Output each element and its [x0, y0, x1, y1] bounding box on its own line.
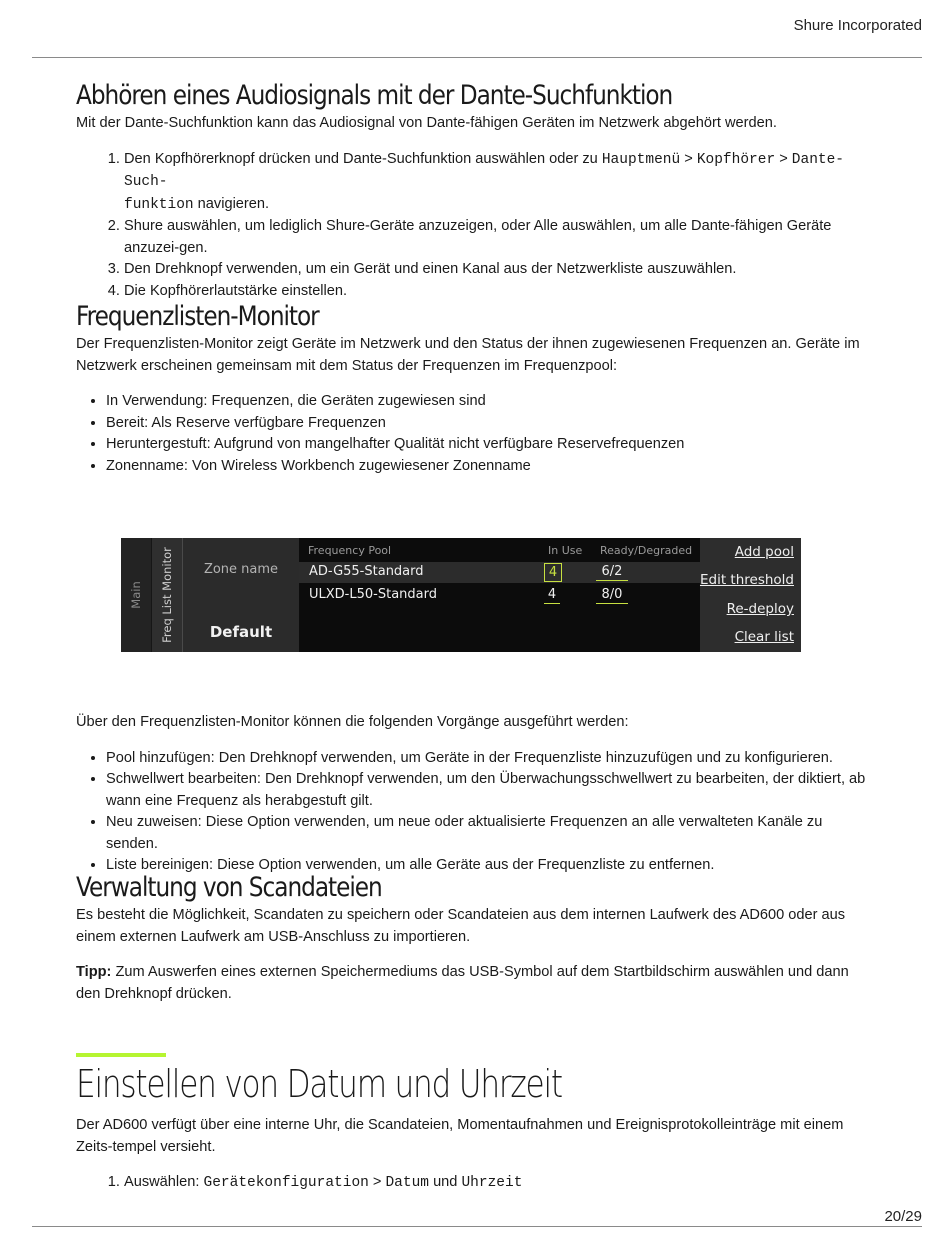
add-pool-button[interactable]: Add pool: [734, 544, 794, 560]
zone-value: Default: [209, 623, 273, 641]
section-title: Abhören eines Audiosignals mit der Dante-Suchfunktion: [76, 80, 673, 111]
list-item: • Zonenname: Von Wireless Workbench zugewiesener Zonenname: [106, 456, 876, 478]
chapter-title: Einstellen von Datum und Uhrzeit: [76, 1062, 562, 1106]
tab-freq-label: Freq List Monitor: [160, 547, 174, 643]
status-list: [76, 391, 876, 477]
page-number: 20/29: [884, 1208, 922, 1225]
header-company: Shure Incorporated: [793, 17, 922, 34]
list-item: • Schwellwert bearbeiten: Den Drehknopf verwenden, um den Überwachungsschwellwert zu bearbeiten, der diktiert, ab wann eine Frequenz als herabgestuft gilt.: [106, 769, 876, 812]
step-text: Den Kopfhörerknopf drücken und Dante-Suchfunktion auswählen oder zu: [124, 150, 602, 167]
section-intro: Mit der Dante-Suchfunktion kann das Audiosignal von Dante-fähigen Geräten im Netzwerk abgehört werden.: [76, 115, 777, 131]
step-text: navigieren.: [193, 195, 270, 212]
section-scan-files: [76, 872, 876, 1005]
list-item: • Heruntergestuft: Aufgrund von mangelhafter Qualität nicht verfügbare Reservefrequenzen: [106, 434, 876, 456]
column-header-pool: Frequency Pool: [308, 544, 392, 557]
steps-list: [76, 149, 876, 303]
ops-list: [76, 748, 876, 877]
zone-label: Zone name: [203, 562, 279, 577]
list-item: • In Verwendung: Frequenzen, die Geräten zugewiesen sind: [106, 391, 876, 413]
section-intro: Der Frequenzlisten-Monitor zeigt Geräte im Netzwerk und den Status der ihnen zugewiesenen Frequenzen an. Geräte im Netzwerk erscheinen gemeinsam mit dem Status der Frequenzen im Frequenzpool:: [76, 336, 860, 374]
zone-panel: [183, 538, 299, 652]
menu-path-word: und: [433, 1174, 458, 1190]
list-item: [124, 1172, 876, 1195]
menu-path: Uhrzeit: [461, 1175, 523, 1191]
section-freq-ops: [76, 712, 876, 877]
list-item: • Neu zuweisen: Diese Option verwenden, um neue oder aktualisierte Frequenzen an alle verwalteten Kanäle zu senden.: [106, 812, 876, 855]
list-item: • Liste bereinigen: Diese Option verwenden, um alle Geräte aus der Frequenzliste zu entfernen.: [106, 855, 876, 877]
section-date-time: [76, 1062, 876, 1195]
action-panel: [700, 538, 801, 652]
steps-list: [76, 1172, 876, 1195]
section-dante-browse: [76, 80, 876, 302]
section-freq-monitor: [76, 301, 876, 477]
tab-main[interactable]: [121, 538, 151, 652]
separator: >: [368, 1174, 386, 1190]
step-text: Auswählen:: [124, 1174, 204, 1190]
menu-path: Datum: [385, 1175, 429, 1191]
column-header-ready: Ready/Degraded: [600, 544, 693, 557]
tab-main-label: Main: [129, 581, 143, 609]
column-header-inuse: In Use: [548, 544, 583, 557]
section-title: Frequenzlisten-Monitor: [76, 301, 319, 332]
list-item: 2. Shure auswählen, um lediglich Shure-Geräte anzuzeigen, oder Alle auswählen, um alle Dante-fähigen Geräte anzuzei-gen.: [124, 216, 876, 259]
separator: >: [680, 150, 697, 167]
pool-ready: 8/0: [596, 586, 628, 604]
re-deploy-button[interactable]: Re-deploy: [726, 601, 794, 617]
separator: >: [775, 150, 792, 167]
pool-ready: 6/2: [596, 563, 628, 581]
list-item: 4. Die Kopfhörerlautstärke einstellen.: [124, 281, 876, 303]
menu-path: Hauptmenü: [601, 151, 681, 168]
header-rule: [32, 57, 922, 58]
frequency-pool-table: [299, 538, 700, 652]
table-row[interactable]: [299, 562, 700, 583]
section-intro: Es besteht die Möglichkeit, Scandaten zu speichern oder Scandateien aus dem internen Laufwerk des AD600 oder aus einem externen Laufwerk am USB-Anschluss zu importieren.: [76, 907, 846, 945]
list-item: [124, 149, 876, 217]
list-item: 3. Den Drehknopf verwenden, um ein Gerät und einen Kanal aus der Netzwerkliste auszuwählen.: [124, 259, 876, 281]
section-intro: Der AD600 verfügt über eine interne Uhr, die Scandateien, Momentaufnahmen und Ereignisprotokolleinträge mit einem Zeits-tempel versieht.: [76, 1117, 844, 1155]
pool-name: ULXD-L50-Standard: [309, 587, 437, 602]
edit-threshold-button[interactable]: Edit threshold: [699, 572, 794, 588]
menu-path: funktion: [124, 196, 194, 213]
ops-intro: Über den Frequenzlisten-Monitor können die folgenden Vorgänge ausgeführt werden:: [76, 714, 629, 730]
tip-text: Zum Auswerfen eines externen Speichermediums das USB-Symbol auf dem Startbildschirm auswählen und dann den Drehknopf drücken.: [76, 964, 849, 1002]
clear-list-button[interactable]: Clear list: [734, 629, 794, 645]
menu-path: Dante-Such-: [124, 151, 845, 190]
list-item: • Bereit: Als Reserve verfügbare Frequenzen: [106, 413, 876, 435]
chapter-accent-bar: [76, 1053, 166, 1057]
menu-path: Kopfhörer: [696, 151, 776, 168]
list-item: • Pool hinzufügen: Den Drehknopf verwenden, um Geräte in der Frequenzliste hinzuzufügen und zu konfigurieren.: [106, 748, 876, 770]
pool-inuse: 4: [544, 586, 560, 604]
tab-freq-list-monitor[interactable]: [152, 538, 183, 652]
pool-inuse: 4: [544, 563, 562, 582]
tip-paragraph: [76, 962, 876, 1005]
tip-label: Tipp:: [76, 964, 112, 980]
menu-path: Gerätekonfiguration: [203, 1175, 369, 1191]
section-title: Verwaltung von Scandateien: [76, 872, 382, 903]
pool-name: AD-G55-Standard: [309, 564, 424, 579]
footer-rule: [32, 1226, 922, 1227]
device-screen: [121, 538, 801, 652]
table-row[interactable]: [299, 585, 700, 606]
